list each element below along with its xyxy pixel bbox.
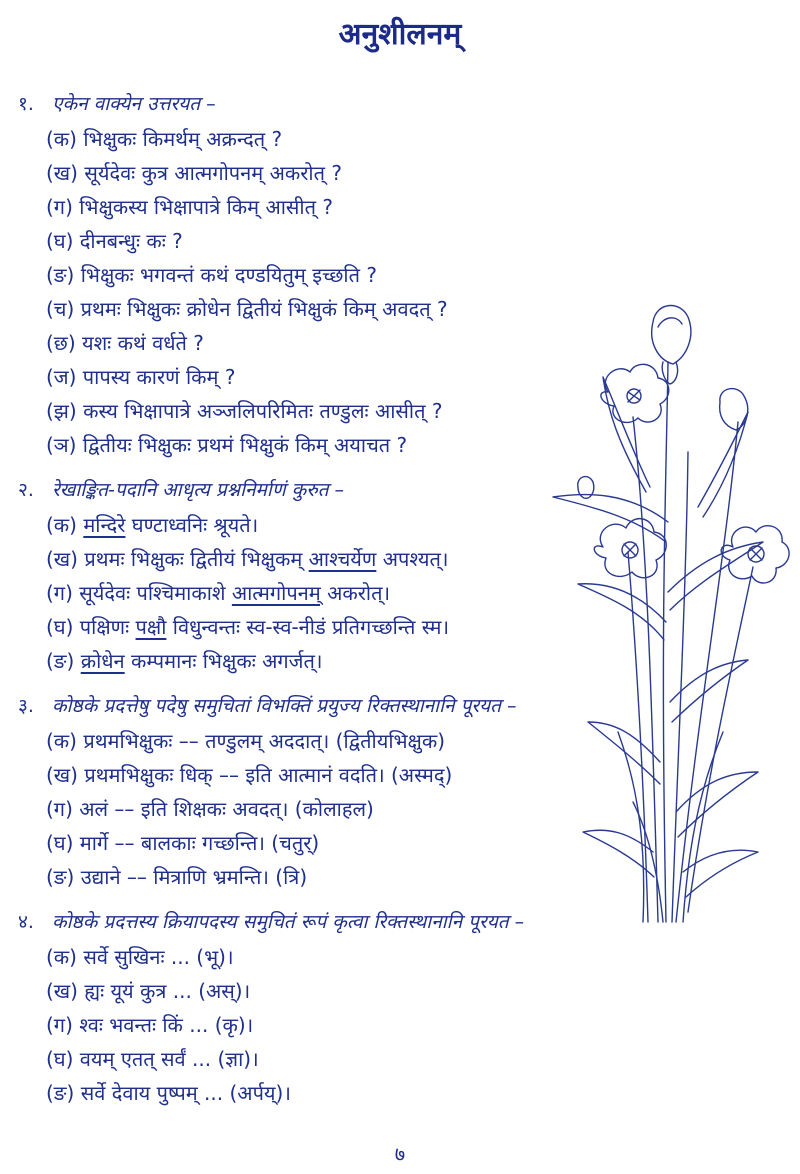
list-item: (ख) प्रथमभिक्षुकः धिक् –– इति आत्मानं वदति। (अस्मद्) <box>46 763 453 787</box>
page-title: अनुशीलनम् <box>338 17 462 52</box>
list-item: (घ) मार्गे –– बालकाः गच्छन्ति। (चतुर्) <box>46 831 320 855</box>
underlined-word: मन्दिरे <box>83 513 126 537</box>
underlined-word: आत्मगोपनम् <box>231 581 321 605</box>
list-item: (झ) कस्य भिक्षापात्रे अञ्जलिपरिमितः तण्डुलः आसीत् ? <box>46 399 443 423</box>
page-number: ७ <box>394 1142 406 1166</box>
list-item <box>46 576 390 610</box>
list-item: (ज) पापस्य कारणं किम् ? <box>46 365 236 389</box>
underlined-word: क्रोधेन <box>80 649 125 673</box>
list-item: (ग) अलं –– इति शिक्षकः अवदत्। (कोलाहल) <box>46 797 374 821</box>
question-heading <box>18 906 524 938</box>
question-instruction: एकेन वाक्येन उत्तरयत – <box>52 93 216 115</box>
list-item <box>46 508 258 542</box>
item-text: अपश्यत्। <box>376 547 449 571</box>
question-instruction: कोष्ठके प्रदत्तस्य क्रियापदस्य समुचितं रूपं कृत्वा रिक्तस्थानानि पूरयत – <box>52 911 525 933</box>
item-text: (ङ) <box>46 649 81 673</box>
item-text: (घ) पक्षिणः <box>46 615 136 639</box>
list-item: (क) सर्वे सुखिनः ... (भू)। <box>46 945 234 969</box>
list-item: (ङ) भिक्षुकः भगवन्तं कथं दण्डयितुम् इच्छति ? <box>46 263 377 287</box>
list-item: (ङ) सर्वे देवाय पुष्पम् ... (अर्पय्)। <box>46 1081 291 1105</box>
item-text: (ख) प्रथमः भिक्षुकः द्वितीयं भिक्षुकम् <box>46 547 309 571</box>
item-text: घण्टाध्वनिः श्रूयते। <box>125 513 259 537</box>
list-item: (च) प्रथमः भिक्षुकः क्रोधेन द्वितीयं भिक्षुकं किम् अवदत् ? <box>46 297 448 321</box>
list-item: (ग) श्वः भवन्तः किं ... (कृ)। <box>46 1013 254 1037</box>
item-text: (ग) सूर्यदेवः पश्चिमाकाशे <box>46 581 232 605</box>
list-item: (ग) भिक्षुकस्य भिक्षापात्रे किम् आसीत् ? <box>46 195 333 219</box>
question-heading <box>18 690 517 722</box>
list-item: (घ) वयम् एतत् सर्वं ... (ज्ञा)। <box>46 1047 259 1071</box>
list-item: (छ) यशः कथं वर्धते ? <box>46 331 204 355</box>
list-item: (ञ) द्वितीयः भिक्षुकः प्रथमं भिक्षुकं किम् अयाचत ? <box>46 433 408 457</box>
list-item: (ङ) उद्याने –– मित्राणि भ्रमन्ति। (त्रि) <box>46 865 308 889</box>
question-heading <box>18 88 216 120</box>
underlined-word: आश्चर्येण <box>308 547 377 571</box>
question-heading <box>18 474 344 506</box>
list-item <box>46 610 449 644</box>
list-item: (क) प्रथमभिक्षुकः –– तण्डुलम् अददात्। (द्वितीयभिक्षुक) <box>46 729 446 753</box>
question-number: १. <box>18 93 34 115</box>
question-number: २. <box>18 479 34 501</box>
underlined-word: पक्षौ <box>135 615 167 639</box>
list-item: (ख) सूर्यदेवः कुत्र आत्मगोपनम् अकरोत् ? <box>46 161 342 185</box>
list-item: (घ) दीनबन्धुः कः ? <box>46 229 183 253</box>
list-item <box>46 542 448 576</box>
item-text: विधुन्वन्तः स्व-स्व-नीडं प्रतिगच्छन्ति स्म। <box>166 615 450 639</box>
item-text: अकरोत्। <box>320 581 391 605</box>
carnation-flower-illustration <box>548 292 793 932</box>
question-number: ४. <box>18 911 34 933</box>
question-instruction: रेखाङ्कित-पदानि आधृत्य प्रश्ननिर्माणं कुरुत – <box>52 479 344 501</box>
list-item: (ख) ह्यः यूयं कुत्र ... (अस्)। <box>46 979 251 1003</box>
question-number: ३. <box>18 695 34 717</box>
list-item: (क) भिक्षुकः किमर्थम् अक्रन्दत् ? <box>46 127 283 151</box>
item-text: (क) <box>46 513 84 537</box>
question-instruction: कोष्ठके प्रदत्तेषु पदेषु समुचितां विभक्तिं प्रयुज्य रिक्तस्थानानि पूरयत – <box>52 695 517 717</box>
item-text: कम्पमानः भिक्षुकः अगर्जत्। <box>124 649 323 673</box>
list-item <box>46 644 322 678</box>
